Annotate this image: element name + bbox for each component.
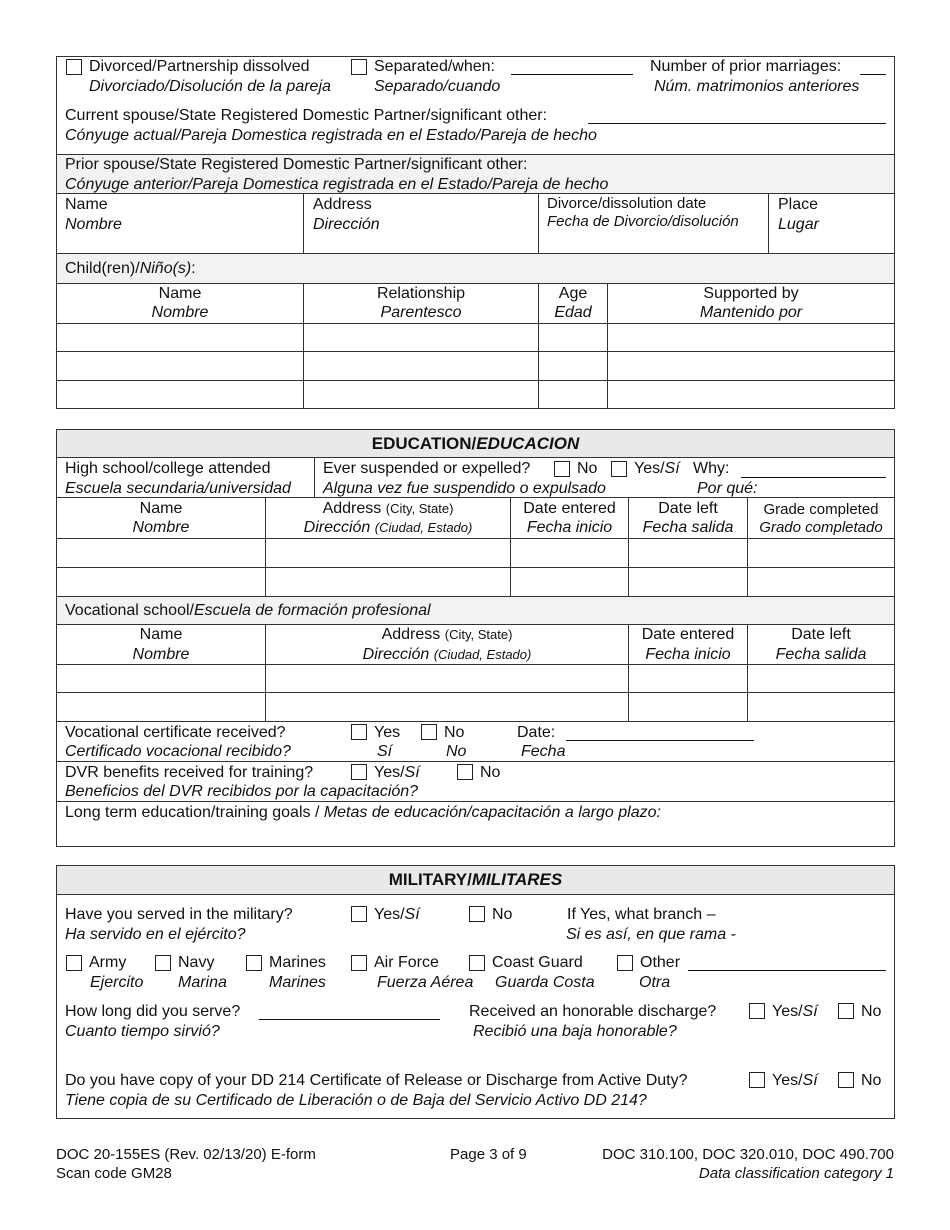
prior-marriages-label-es: Núm. matrimonios anteriores xyxy=(654,78,860,95)
voc-col-address xyxy=(266,625,628,644)
hs-label: High school/college attended xyxy=(65,460,271,477)
air-force-checkbox[interactable] xyxy=(351,955,367,971)
prior-marriages-field[interactable] xyxy=(860,74,886,75)
dd214-label: Do you have copy of your DD 214 Certificate of Release or Discharge from Active Duty? xyxy=(65,1072,688,1089)
voc-col-address-en: Address xyxy=(381,626,441,643)
divider xyxy=(56,253,895,254)
vocational-label-es: Escuela de formación profesional xyxy=(193,602,431,619)
cert-date-label: Date: xyxy=(517,724,556,741)
navy-label: Navy xyxy=(178,954,215,971)
suspended-yes-checkbox[interactable] xyxy=(611,461,627,477)
divider xyxy=(56,692,895,693)
served-yes-checkbox[interactable] xyxy=(351,906,367,922)
child-col-name: Name xyxy=(158,285,202,302)
separated-label-es: Separado/cuando xyxy=(374,78,501,95)
divorced-checkbox[interactable] xyxy=(66,59,82,75)
prior-col-name: Name xyxy=(65,196,108,213)
military-title xyxy=(57,866,894,895)
education-title-en: EDUCATION/ xyxy=(371,434,477,453)
military-title-es: MILITARES xyxy=(471,870,563,889)
branch-label-es: Si es así, en que rama - xyxy=(566,926,736,943)
divider xyxy=(56,380,895,381)
military-title-en: MILITARY/ xyxy=(388,870,472,889)
prior-col-place: Place xyxy=(778,196,819,213)
coast-guard-checkbox[interactable] xyxy=(469,955,485,971)
divider xyxy=(768,193,769,253)
dvr-label: DVR benefits received for training? xyxy=(65,764,314,781)
voc-col-address-en-sm: (City, State) xyxy=(444,627,513,642)
child-col-relationship-es: Parentesco xyxy=(380,304,462,321)
served-label: Have you served in the military? xyxy=(65,906,293,923)
hs-col-left-es: Fecha salida xyxy=(642,519,734,536)
vocational-label xyxy=(65,601,431,620)
divider xyxy=(314,457,315,497)
coast-guard-label: Coast Guard xyxy=(492,954,583,971)
yes-en: Yes/ xyxy=(772,1003,803,1020)
cert-label: Vocational certificate received? xyxy=(65,724,286,741)
cert-no-label: No xyxy=(444,724,465,741)
other-branch-field[interactable] xyxy=(688,970,886,971)
form-id: DOC 20-155ES (Rev. 02/13/20) E-form xyxy=(56,1146,316,1163)
doc-refs: DOC 310.100, DOC 320.010, DOC 490.700 xyxy=(602,1146,894,1163)
dd214-label-es: Tiene copia de su Certificado de Liberación o de Baja del Servicio Activo DD 214? xyxy=(65,1092,647,1109)
prior-col-name-es: Nombre xyxy=(65,216,122,233)
data-classification: Data classification category 1 xyxy=(698,1165,894,1182)
yes-es: Sí xyxy=(404,764,420,781)
dd214-no-label: No xyxy=(861,1072,882,1089)
dvr-yes-label xyxy=(374,763,420,782)
separated-date-field[interactable] xyxy=(511,74,633,75)
cert-no-checkbox[interactable] xyxy=(421,724,437,740)
child-col-supported: Supported by xyxy=(703,285,799,302)
served-label-es: Ha servido en el ejército? xyxy=(65,926,246,943)
dd214-no-checkbox[interactable] xyxy=(838,1072,854,1088)
voc-col-entered-es: Fecha inicio xyxy=(645,646,731,663)
hs-col-address xyxy=(266,499,510,518)
divider xyxy=(56,351,895,352)
divider xyxy=(56,761,895,762)
voc-col-name-es: Nombre xyxy=(132,646,190,663)
divider xyxy=(303,193,304,253)
cert-date-field[interactable] xyxy=(566,740,754,741)
prior-spouse-label-es: Cónyuge anterior/Pareja Domestica registrada en el Estado/Pareja de hecho xyxy=(65,176,609,193)
army-label: Army xyxy=(89,954,127,971)
how-long-field[interactable] xyxy=(259,1019,440,1020)
served-no-checkbox[interactable] xyxy=(469,906,485,922)
current-spouse-field[interactable] xyxy=(588,123,886,124)
yes-en: Yes/ xyxy=(374,906,405,923)
dvr-label-es: Beneficios del DVR recibidos por la capacitación? xyxy=(65,783,419,800)
hs-col-grade-es: Grado completado xyxy=(759,519,883,536)
child-col-age: Age xyxy=(558,285,588,302)
child-col-relationship: Relationship xyxy=(376,285,466,302)
prior-spouse-label: Prior spouse/State Registered Domestic Partner/significant other: xyxy=(65,156,528,173)
hs-col-address-en-sm: (City, State) xyxy=(385,501,454,516)
separated-checkbox[interactable] xyxy=(351,59,367,75)
dd214-yes-label xyxy=(772,1071,818,1090)
cert-yes-label: Yes xyxy=(374,724,401,741)
children-label-colon: : xyxy=(191,260,196,277)
divorced-label: Divorced/Partnership dissolved xyxy=(89,58,310,75)
dvr-no-label: No xyxy=(480,764,501,781)
prior-col-date-es: Fecha de Divorcio/disolución xyxy=(547,213,739,230)
divorced-label-es: Divorciado/Disolución de la pareja xyxy=(89,78,331,95)
voc-col-entered: Date entered xyxy=(641,626,735,643)
hs-col-grade: Grade completed xyxy=(763,501,879,518)
suspended-label: Ever suspended or expelled? xyxy=(323,460,531,477)
voc-col-address-es xyxy=(266,645,628,664)
prior-marriages-label: Number of prior marriages: xyxy=(650,58,842,75)
honorable-yes-label xyxy=(772,1002,818,1021)
hs-col-address-es-main: Dirección xyxy=(303,519,371,536)
child-col-name-es: Nombre xyxy=(151,304,209,321)
page-number: Page 3 of 9 xyxy=(450,1146,527,1163)
yes-en: Yes/ xyxy=(772,1072,803,1089)
divider xyxy=(538,193,539,253)
cert-no-label-es: No xyxy=(446,743,467,760)
hs-col-name-es: Nombre xyxy=(132,519,190,536)
yes-en: Yes/ xyxy=(634,460,665,477)
other-label: Other xyxy=(640,954,681,971)
suspended-yes-label xyxy=(634,459,680,478)
how-long-label: How long did you serve? xyxy=(65,1003,241,1020)
prior-col-address-es: Dirección xyxy=(313,216,380,233)
dd214-yes-checkbox[interactable] xyxy=(749,1072,765,1088)
hs-col-entered-es: Fecha inicio xyxy=(526,519,613,536)
hs-col-address-en: Address xyxy=(322,500,382,517)
why-label-es: Por qué: xyxy=(697,480,758,497)
served-yes-label xyxy=(374,905,420,924)
children-label-en: Child(ren)/ xyxy=(65,260,140,277)
divider xyxy=(56,497,895,498)
divider xyxy=(56,664,895,665)
army-checkbox[interactable] xyxy=(66,955,82,971)
goals-field[interactable] xyxy=(57,823,894,845)
voc-col-left: Date left xyxy=(791,626,851,643)
prior-col-date: Divorce/dissolution date xyxy=(547,195,707,212)
yes-es: Sí xyxy=(664,460,680,477)
education-title-es: EDUCACION xyxy=(476,434,580,453)
honorable-yes-checkbox[interactable] xyxy=(749,1003,765,1019)
marines-label-es: Marines xyxy=(269,974,326,991)
honorable-label: Received an honorable discharge? xyxy=(469,1003,717,1020)
suspended-no-label: No xyxy=(577,460,598,477)
cert-label-es: Certificado vocacional recibido? xyxy=(65,743,291,760)
served-no-label: No xyxy=(492,906,513,923)
hs-col-left: Date left xyxy=(658,500,718,517)
coast-guard-label-es: Guarda Costa xyxy=(495,974,595,991)
yes-es: Sí xyxy=(802,1003,818,1020)
children-label-es: Niño(s) xyxy=(139,260,192,277)
hs-col-entered: Date entered xyxy=(523,500,616,517)
current-spouse-label: Current spouse/State Registered Domestic Partner/significant other: xyxy=(65,107,548,124)
separated-label: Separated/when: xyxy=(374,58,495,75)
honorable-label-es: Recibió una baja honorable? xyxy=(473,1023,677,1040)
voc-col-address-es-sm: (Ciudad, Estado) xyxy=(433,647,532,662)
goals-label xyxy=(65,803,661,822)
current-spouse-label-es: Cónyuge actual/Pareja Domestica registrada en el Estado/Pareja de hecho xyxy=(65,127,597,144)
navy-checkbox[interactable] xyxy=(155,955,171,971)
child-col-age-es: Edad xyxy=(554,304,592,321)
divider xyxy=(56,323,895,324)
vocational-label-en: Vocational school/ xyxy=(65,602,194,619)
voc-col-left-es: Fecha salida xyxy=(775,646,867,663)
goals-label-en: Long term education/training goals / xyxy=(65,804,324,821)
cert-yes-label-es: Sí xyxy=(377,743,393,760)
cert-date-label-es: Fecha xyxy=(521,743,566,760)
why-field[interactable] xyxy=(741,477,886,478)
army-label-es: Ejercito xyxy=(90,974,144,991)
scan-code: Scan code GM28 xyxy=(56,1165,172,1182)
suspended-no-checkbox[interactable] xyxy=(554,461,570,477)
children-label xyxy=(65,259,196,278)
divider xyxy=(56,721,895,722)
navy-label-es: Marina xyxy=(178,974,227,991)
honorable-no-checkbox[interactable] xyxy=(838,1003,854,1019)
yes-en: Yes/ xyxy=(374,764,405,781)
voc-col-name: Name xyxy=(139,626,183,643)
air-force-label-es: Fuerza Aérea xyxy=(377,974,474,991)
prior-col-place-es: Lugar xyxy=(778,216,819,233)
goals-label-es: Metas de educación/capacitación a largo plazo: xyxy=(323,804,661,821)
dvr-yes-checkbox[interactable] xyxy=(351,764,367,780)
how-long-label-es: Cuanto tiempo sirvió? xyxy=(65,1023,220,1040)
hs-col-name: Name xyxy=(139,500,183,517)
why-label: Why: xyxy=(693,460,730,477)
voc-col-address-es-main: Dirección xyxy=(362,646,430,663)
divider xyxy=(56,567,895,568)
child-col-supported-es: Mantenido por xyxy=(699,304,803,321)
education-title xyxy=(57,430,894,458)
other-label-es: Otra xyxy=(639,974,671,991)
other-checkbox[interactable] xyxy=(617,955,633,971)
prior-col-address: Address xyxy=(313,196,372,213)
cert-yes-checkbox[interactable] xyxy=(351,724,367,740)
marines-checkbox[interactable] xyxy=(246,955,262,971)
honorable-no-label: No xyxy=(861,1003,882,1020)
suspended-label-es: Alguna vez fue suspendido o expulsado xyxy=(323,480,606,497)
marines-label: Marines xyxy=(269,954,326,971)
divider xyxy=(56,193,895,194)
air-force-label: Air Force xyxy=(374,954,439,971)
divider xyxy=(56,801,895,802)
yes-es: Sí xyxy=(404,906,420,923)
hs-col-address-es-sm: (Ciudad, Estado) xyxy=(374,520,473,535)
hs-col-address-es xyxy=(266,518,510,537)
divider xyxy=(56,538,895,539)
dvr-no-checkbox[interactable] xyxy=(457,764,473,780)
yes-es: Sí xyxy=(802,1072,818,1089)
hs-label-es: Escuela secundaria/universidad xyxy=(65,480,291,497)
branch-label: If Yes, what branch – xyxy=(567,906,716,923)
